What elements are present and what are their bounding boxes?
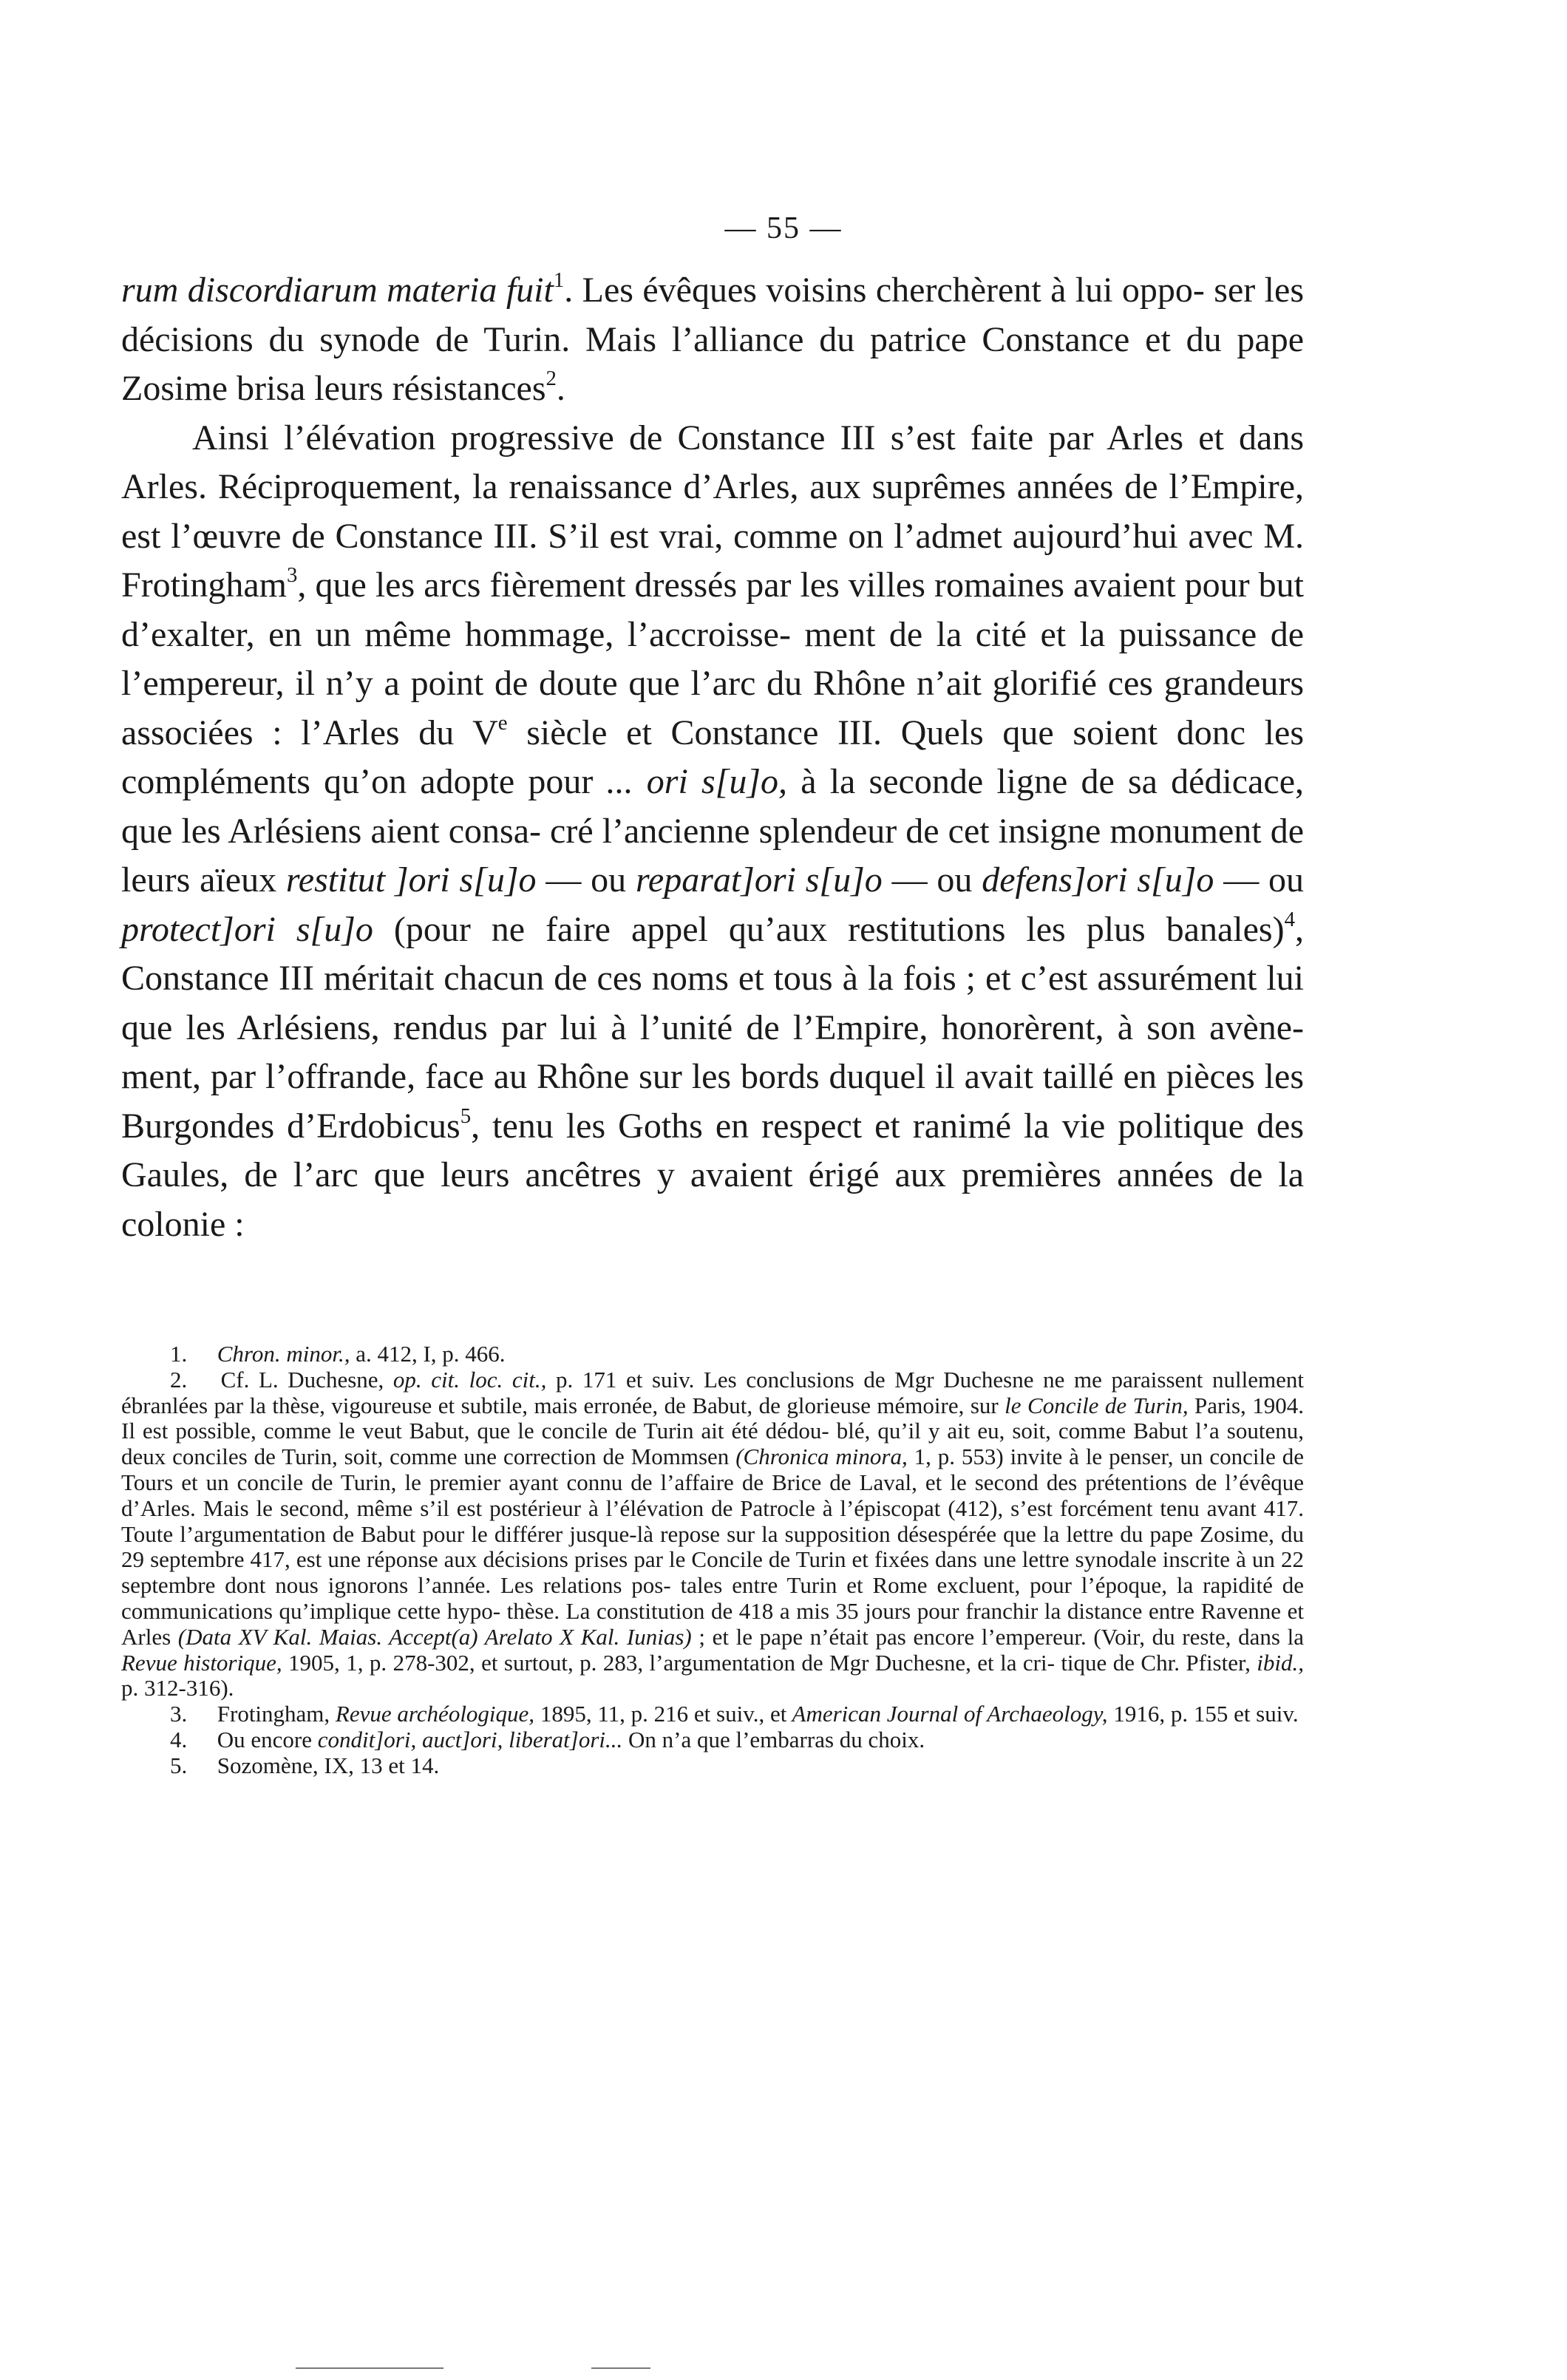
text-fragment: Cf. L. Duchesne, — [220, 1366, 384, 1393]
text-fragment: à la seconde ligne de sa dédicace, que les Arlésiens aient consa- cré l’ancienne splendeur de cet insigne monument de leurs aïeux — [121, 762, 1305, 900]
footnote-1 — [121, 1342, 1304, 1367]
footnote-label: 5. — [170, 1752, 188, 1778]
footnote-3 — [121, 1701, 1304, 1727]
italic-fragment: American Journal of Archaeology, — [786, 1701, 1108, 1727]
italic-fragment: Chron. minor., — [217, 1341, 350, 1367]
text-fragment: Ainsi l’élévation progressive de Constance III s’est faite par Arles et dans Arles. Réciproquement, la renaissance d’Arles, aux suprêmes années de l’Empire, est l’œuvre de Constance III. S’il est vrai, comme on l’admet aujourd’hui avec M. Frotingham — [121, 418, 1304, 605]
text-fragment: Sozomène, IX, 13 et 14. — [217, 1752, 440, 1778]
text-fragment: Frotingham, — [217, 1701, 330, 1727]
italic-fragment: protect]ori s[u]o — [121, 909, 373, 949]
italic-fragment: condit]ori, auct]ori, liberat]ori... — [312, 1726, 623, 1752]
scan-artifact-line — [296, 2367, 443, 2369]
text-fragment: ; et le pape n’était pas encore l’empereur. (Voir, du reste, dans la — [691, 1623, 1304, 1650]
italic-fragment: Revue archéologique, — [330, 1701, 535, 1727]
footnote-label: 1. — [170, 1341, 188, 1367]
footnote-ref-4[interactable]: 4 — [1284, 907, 1296, 931]
text-fragment: 1895, 11, p. 216 et suiv., et — [534, 1701, 787, 1727]
text-fragment: . Les évêques voisins cherchèrent à lui oppo- ser les décisions du synode de Turin. Mais l’alliance du patrice Constance et du pape Zosime brisa leurs résistances — [121, 271, 1304, 408]
text-fragment: , tenu les Goths en respect et ranimé la vie politique des Gaules, de l’arc que leurs ancêtres y avaient érigé aux premières années de la colonie : — [121, 1106, 1304, 1244]
footnote-label: 3. — [170, 1701, 188, 1727]
text-fragment: rum discordiarum materia fuit — [121, 271, 554, 310]
text-fragment: 1916, p. 155 et suiv. — [1107, 1701, 1299, 1727]
italic-fragment: le Concile de Turin, — [998, 1392, 1189, 1418]
text-fragment: Ou encore — [217, 1726, 312, 1752]
italic-fragment: ibid., — [1250, 1649, 1304, 1676]
footnote-label: 4. — [170, 1726, 188, 1752]
footnote-label: 2. — [170, 1366, 188, 1393]
footnote-ref-3[interactable]: 3 — [287, 562, 298, 587]
italic-fragment: Revue historique, — [121, 1649, 282, 1676]
paragraph-2 — [121, 414, 1304, 1250]
text-fragment: , que les arcs fièrement dressés par les villes romaines avaient pour but d’exalter, en un même hommage, l’accroisse- ment de la cité et la puissance de l’empereur, il n’y a point de doute que l’arc du Rhône n’ait glorifié ces grandeurs associées : l’Arles du V — [121, 565, 1304, 752]
footnote-ref-1[interactable]: 1 — [553, 268, 565, 292]
italic-fragment: defens]ori s[u]o — [982, 860, 1214, 900]
footnote-4 — [121, 1727, 1304, 1753]
footnote-5 — [121, 1753, 1304, 1779]
text-fragment: . — [556, 369, 565, 408]
text-fragment: — ou — [1214, 860, 1305, 900]
text-fragment: p. 312-316). — [121, 1675, 234, 1701]
text-fragment: — ou — [882, 860, 973, 900]
italic-fragment: (Data XV Kal. Maias. Accept(a) Arelato X Kal. Iunias) — [171, 1623, 692, 1650]
footnotes — [121, 1342, 1304, 1779]
footnote-ref-2[interactable]: 2 — [545, 366, 557, 390]
paragraph-1 — [121, 266, 1304, 414]
main-text — [121, 266, 1304, 1249]
text-fragment: Paris, 1904. Il est possible, comme le veut Babut, que le concile de Turin ait été dédou- blé, qu’il y ait eu, soit, comme Babut l’a soutenu, deux conciles de Turin, soit, comme une correction de Mommsen — [121, 1392, 1305, 1470]
italic-fragment: reparat]ori s[u]o — [635, 860, 883, 900]
text-fragment: On n’a que l’embarras du choix. — [622, 1726, 925, 1752]
text-fragment: 1, p. 553) invite à le penser, un concile de Tours et un concile de Turin, le premier ayant connu de l’affaire de Brice de Laval, et le second des prétentions de l’évêque d’Arles. Mais le second, même s’il est postérieur à l’élévation de Patrocle à l’épiscopat (412), s’est forcément tenu avant 417. Toute l’argumentation de Babut pour le différer jusque-là repose sur la supposition désespérée que la lettre du pape Zosime, du 29 septembre 417, est une réponse aux décisions prises par le Concile de Turin et fixées dans une lettre synodale inscrite à un 22 septembre dont nous ignorons l’année. Les relations pos- tales entre Turin et Rome excluent, pour l’époque, la rapidité de communications qu’implique cette hypo- thèse. La constitution de 418 a mis 35 jours pour franchir la distance entre Ravenne et Arles — [121, 1444, 1304, 1650]
italic-fragment: ... ori s[u]o, — [606, 762, 788, 801]
text-fragment: a. 412, I, p. 466. — [350, 1341, 506, 1367]
italic-fragment: restitut ]ori s[u]o — [285, 860, 537, 900]
text-fragment: (pour ne faire appel qu’aux restitutions les plus banales) — [373, 909, 1285, 949]
text-fragment: p. 171 et suiv. Les conclusions de Mgr Duchesne ne me paraissent nullement ébranlées par la thèse, vigoureuse et subtile, mais erronée, de Babut, de glorieuse mémoire, sur — [121, 1366, 1305, 1418]
page-number: — 55 — — [724, 211, 843, 245]
text-fragment: 1905, 1, p. 278-302, et surtout, p. 283, l’argumentation de Mgr Duchesne, et la cri- tique de Chr. Pfister, — [282, 1649, 1251, 1676]
footnote-ref-5[interactable]: 5 — [460, 1104, 472, 1128]
italic-fragment: op. cit. loc. cit., — [384, 1366, 547, 1393]
superscript-e: e — [497, 710, 508, 735]
text-fragment: siècle et Constance III. Quels que soient donc les compléments qu’on adopte pour — [121, 713, 1305, 801]
scan-artifact-line — [591, 2367, 650, 2369]
footnote-2 — [121, 1367, 1304, 1701]
text-fragment: , Constance III méritait chacun de ces noms et tous à la fois ; et c’est assurément lui que les Arlésiens, rendus par lui à l’unité de l’Empire, honorèrent, à son avène- ment, par l’offrande, face au Rhône sur les bords duquel il avait taillé en pièces les Burgondes d’Erdobicus — [121, 909, 1305, 1146]
italic-fragment: (Chronica minora, — [729, 1444, 908, 1470]
text-fragment: — ou — [536, 860, 627, 900]
